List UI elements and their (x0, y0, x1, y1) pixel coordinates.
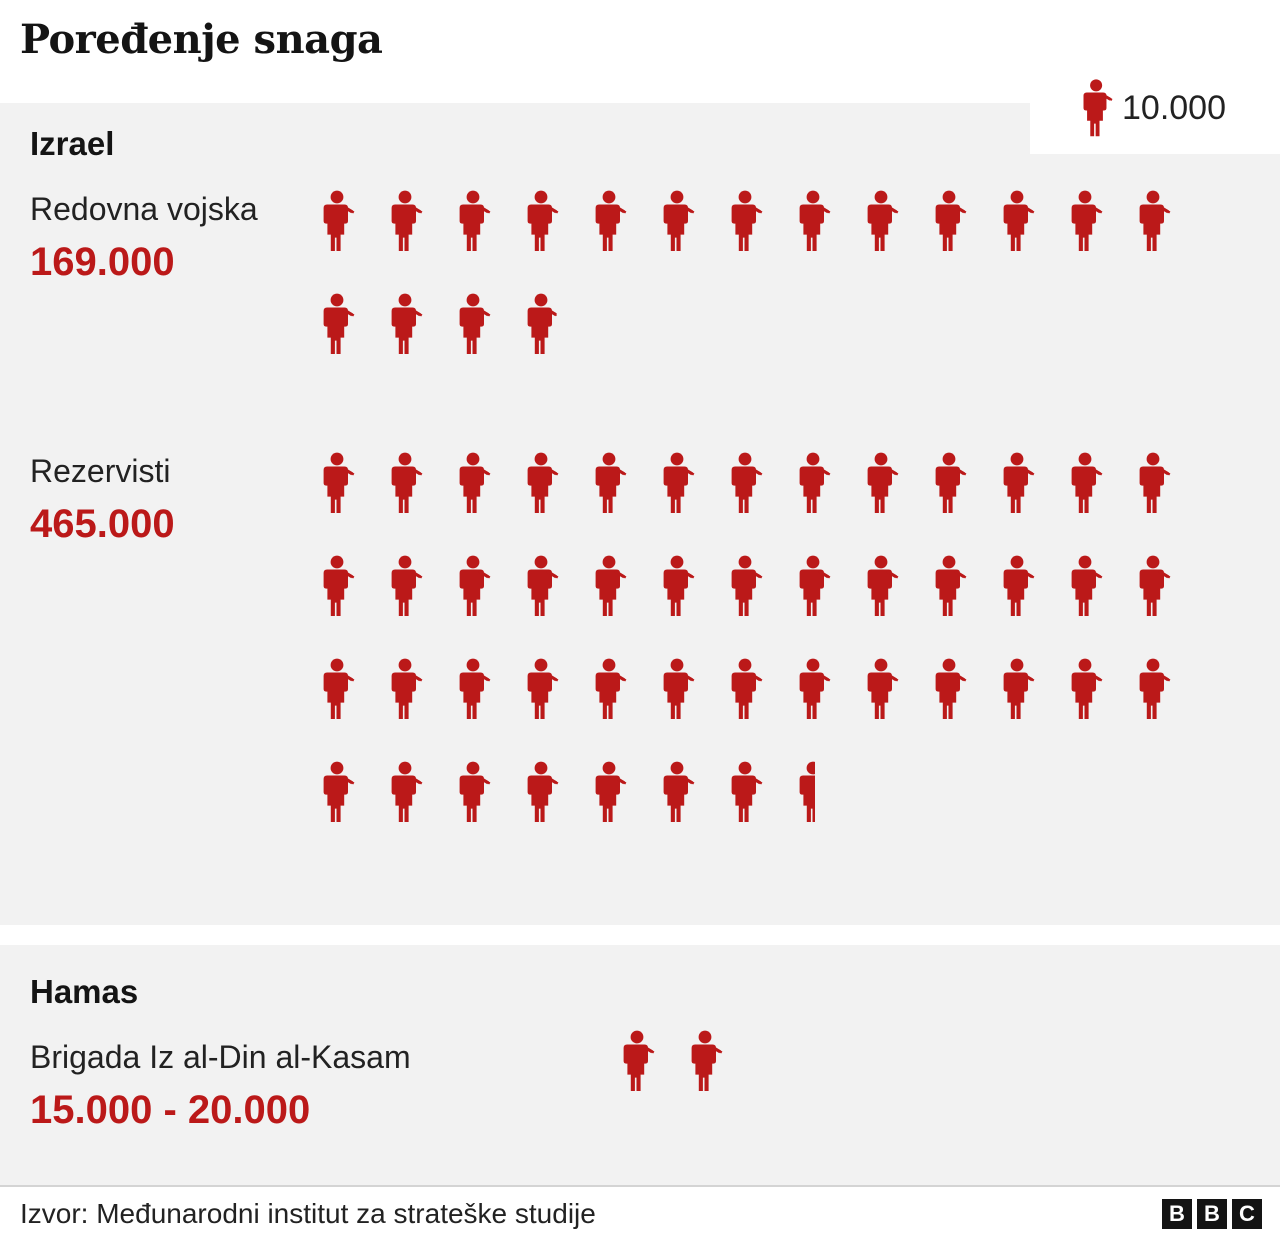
soldier-icon (798, 190, 866, 293)
soldier-icon (730, 190, 798, 293)
soldier-icon (526, 555, 594, 658)
soldier-icon (458, 658, 526, 761)
bbc-logo-letter: B (1197, 1199, 1227, 1229)
soldier-icon (458, 293, 526, 396)
page-title: Poređenje snaga (20, 16, 383, 63)
legend (1030, 62, 1280, 154)
soldier-icon (526, 293, 594, 396)
row-label-reservists: Rezervisti (30, 453, 171, 489)
soldier-icon (798, 761, 866, 864)
soldier-icon (798, 658, 866, 761)
soldier-icon (322, 555, 390, 658)
soldier-icon (390, 555, 458, 658)
soldier-icon (1070, 658, 1138, 761)
soldier-icon (390, 658, 458, 761)
soldier-icon (866, 658, 934, 761)
soldier-icon (322, 190, 390, 293)
soldier-icon (1138, 452, 1206, 555)
soldier-icon (526, 190, 594, 293)
soldier-icon (458, 555, 526, 658)
soldier-icon (526, 761, 594, 864)
soldier-icon (1002, 555, 1070, 658)
soldier-icon (662, 452, 730, 555)
section-heading-israel: Izrael (30, 125, 115, 162)
soldier-icon (1070, 555, 1138, 658)
soldier-icon (458, 190, 526, 293)
soldier-icon (390, 190, 458, 293)
row-value-regular-army: 169.000 (30, 240, 175, 284)
soldier-icon (934, 190, 1002, 293)
soldier-icon (458, 452, 526, 555)
soldier-icon (1138, 658, 1206, 761)
soldier-icon (1002, 452, 1070, 555)
source-note: Izvor: Međunarodni institut za strateške studije (20, 1198, 596, 1229)
soldier-icon (798, 452, 866, 555)
bbc-logo-letter: B (1162, 1199, 1192, 1229)
soldier-icon (622, 1030, 690, 1133)
row-label-regular-army: Redovna vojska (30, 191, 258, 227)
soldier-icon (662, 555, 730, 658)
row-value-reservists: 465.000 (30, 502, 175, 546)
soldier-icon (662, 190, 730, 293)
pictogram-qassam-brigades (622, 1030, 822, 1133)
soldier-icon (730, 555, 798, 658)
soldier-icon (390, 761, 458, 864)
soldier-icon (730, 658, 798, 761)
soldier-icon (526, 452, 594, 555)
soldier-icon (730, 761, 798, 864)
row-label-qassam-brigades: Brigada Iz al-Din al-Kasam (30, 1039, 411, 1075)
soldier-icon (934, 555, 1002, 658)
bbc-logo (1162, 1199, 1262, 1229)
soldier-icon (458, 761, 526, 864)
soldier-icon (730, 452, 798, 555)
soldier-icon (1070, 452, 1138, 555)
soldier-icon (322, 293, 390, 396)
soldier-icon (1002, 658, 1070, 761)
soldier-icon (390, 293, 458, 396)
soldier-icon (866, 555, 934, 658)
soldier-icon (690, 1030, 758, 1133)
soldier-icon (526, 658, 594, 761)
section-heading-hamas: Hamas (30, 973, 139, 1010)
soldier-icon (322, 761, 390, 864)
soldier-icon (594, 452, 662, 555)
soldier-icon (798, 555, 866, 658)
soldier-icon (594, 190, 662, 293)
soldier-icon (594, 761, 662, 864)
soldier-icon (662, 761, 730, 864)
soldier-icon (934, 658, 1002, 761)
soldier-icon (934, 452, 1002, 555)
soldier-icon (1002, 190, 1070, 293)
soldier-icon (1138, 555, 1206, 658)
soldier-icon (866, 190, 934, 293)
soldier-icon (322, 452, 390, 555)
soldier-icon (662, 658, 730, 761)
soldier-icon (390, 452, 458, 555)
legend-label: 10.000 (1122, 88, 1226, 127)
soldier-icon (866, 452, 934, 555)
pictogram-regular-army (322, 190, 1242, 396)
pictogram-reservists (322, 452, 1242, 864)
footer-divider (0, 1185, 1280, 1187)
soldier-icon (594, 555, 662, 658)
soldier-icon (322, 658, 390, 761)
soldier-icon (594, 658, 662, 761)
bbc-logo-letter: C (1232, 1199, 1262, 1229)
row-value-qassam-brigades: 15.000 - 20.000 (30, 1088, 311, 1132)
soldier-icon (1082, 78, 1114, 138)
soldier-icon (1138, 190, 1206, 293)
soldier-icon (1070, 190, 1138, 293)
